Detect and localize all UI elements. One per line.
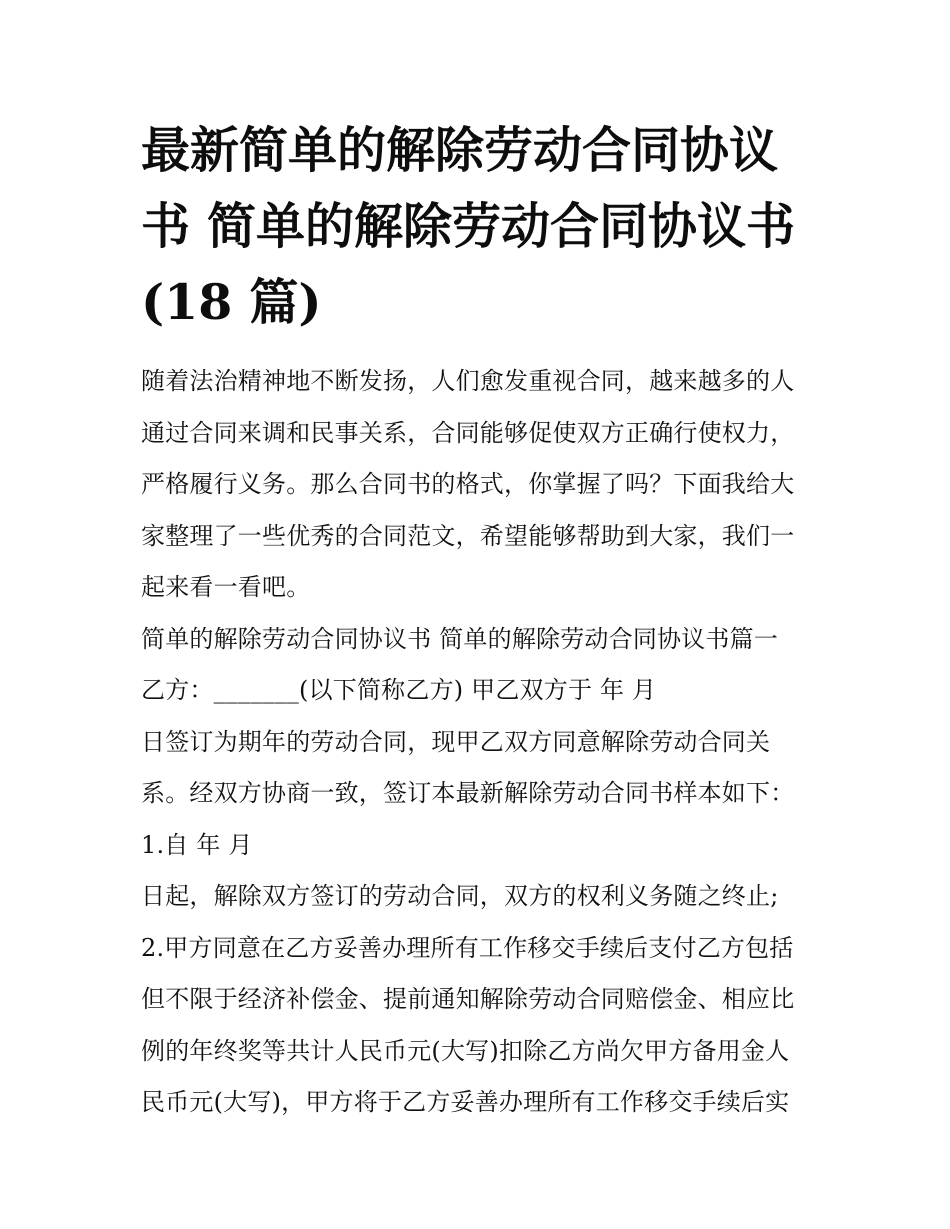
body-line: 起来看一看吧。: [141, 573, 311, 601]
body-line: 乙方：_______(以下简称乙方) 甲乙双方于 年 月: [141, 676, 657, 704]
body-line: 日签订为期年的劳动合同，现甲乙双方同意解除劳动合同关: [141, 727, 771, 756]
body-line: 民币元(大写)，甲方将于乙方妥善办理所有工作移交手续后实: [141, 1088, 790, 1116]
clause-item: 2.甲方同意在乙方妥善办理所有工作移交手续后支付乙方包括: [141, 933, 794, 962]
body-line: 家整理了一些优秀的合同范文，希望能够帮助到大家，我们一: [141, 521, 795, 550]
document-title: [141, 112, 813, 340]
body-line: 通过合同来调和民事关系，合同能够促使双方正确行使权力，: [141, 418, 795, 447]
body-line: 但不限于经济补偿金、提前通知解除劳动合同赔偿金、相应比: [141, 985, 795, 1013]
body-line: 严格履行义务。那么合同书的格式，你掌握了吗？下面我给大: [141, 470, 795, 498]
body-line: 例的年终奖等共计人民币元(大写)扣除乙方尚欠甲方备用金人: [141, 1036, 790, 1065]
section-heading: 简单的解除劳动合同协议书 简单的解除劳动合同协议书篇一: [141, 624, 779, 653]
body-line: 日起，解除双方签订的劳动合同，双方的权利义务随之终止;: [141, 882, 779, 910]
clause-item: 1.自 年 月: [141, 830, 253, 859]
title-line: (18 篇): [141, 273, 322, 331]
body-line: 随着法治精神地不断发扬，人们愈发重视合同，越来越多的人: [141, 367, 795, 395]
body-line: 系。经双方协商一致，签订本最新解除劳动合同书样本如下：: [141, 779, 795, 807]
document-page: [141, 112, 813, 1129]
title-line: 书 简单的解除劳动合同协议书: [141, 197, 796, 255]
document-body: [141, 356, 813, 1129]
title-line: 最新简单的解除劳动合同协议: [141, 121, 779, 179]
